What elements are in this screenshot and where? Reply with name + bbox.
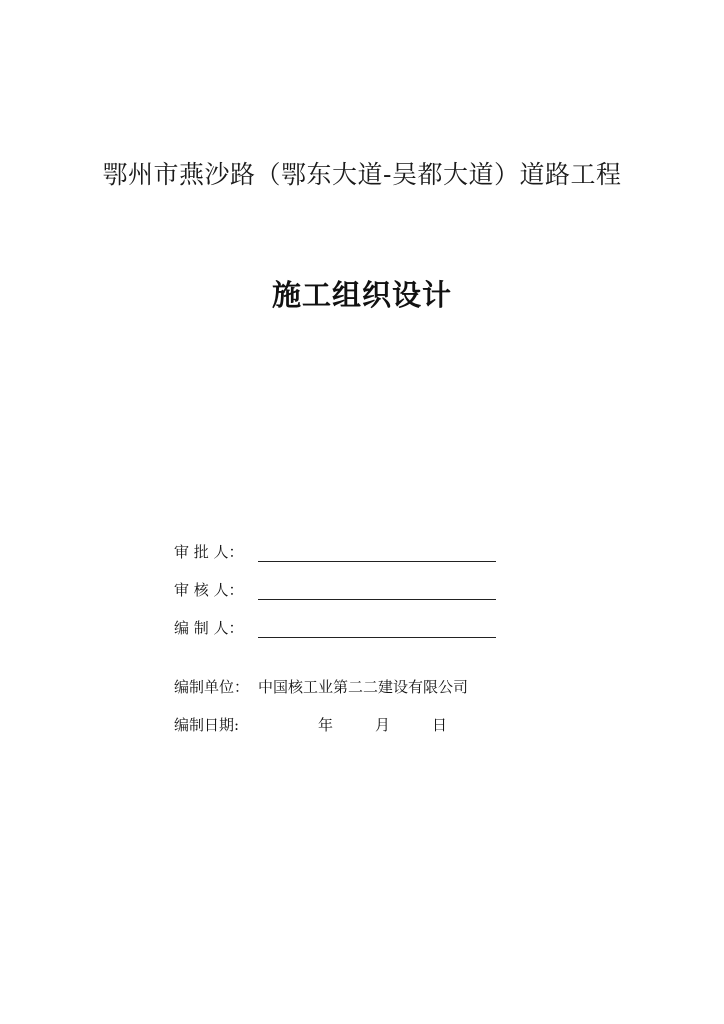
info-block [174, 676, 574, 752]
approver-signature-line [258, 543, 496, 562]
project-title: 鄂州市燕沙路（鄂东大道-吴都大道）道路工程 [102, 160, 622, 189]
compiling-unit-label: 编制单位： [174, 678, 250, 696]
compiling-unit-row [174, 676, 574, 698]
document-title: 施工组织设计 [271, 278, 452, 312]
reviewer-row [174, 578, 534, 600]
approver-row [174, 540, 534, 562]
approver-label: 审 批 人： [174, 543, 244, 561]
compiling-unit-value: 中国核工业第二二建设有限公司 [258, 678, 469, 696]
reviewer-label: 审 核 人： [174, 581, 244, 599]
month-label: 月 [375, 716, 391, 734]
reviewer-signature-line [258, 581, 496, 600]
compiling-date-label: 编制日期: [174, 716, 240, 734]
author-label: 编 制 人： [174, 619, 244, 637]
year-label: 年 [318, 716, 334, 734]
author-signature-line [258, 619, 496, 638]
signature-block [174, 540, 534, 654]
author-row [174, 616, 534, 638]
compiling-date-row [174, 714, 574, 736]
day-label: 日 [432, 716, 448, 734]
